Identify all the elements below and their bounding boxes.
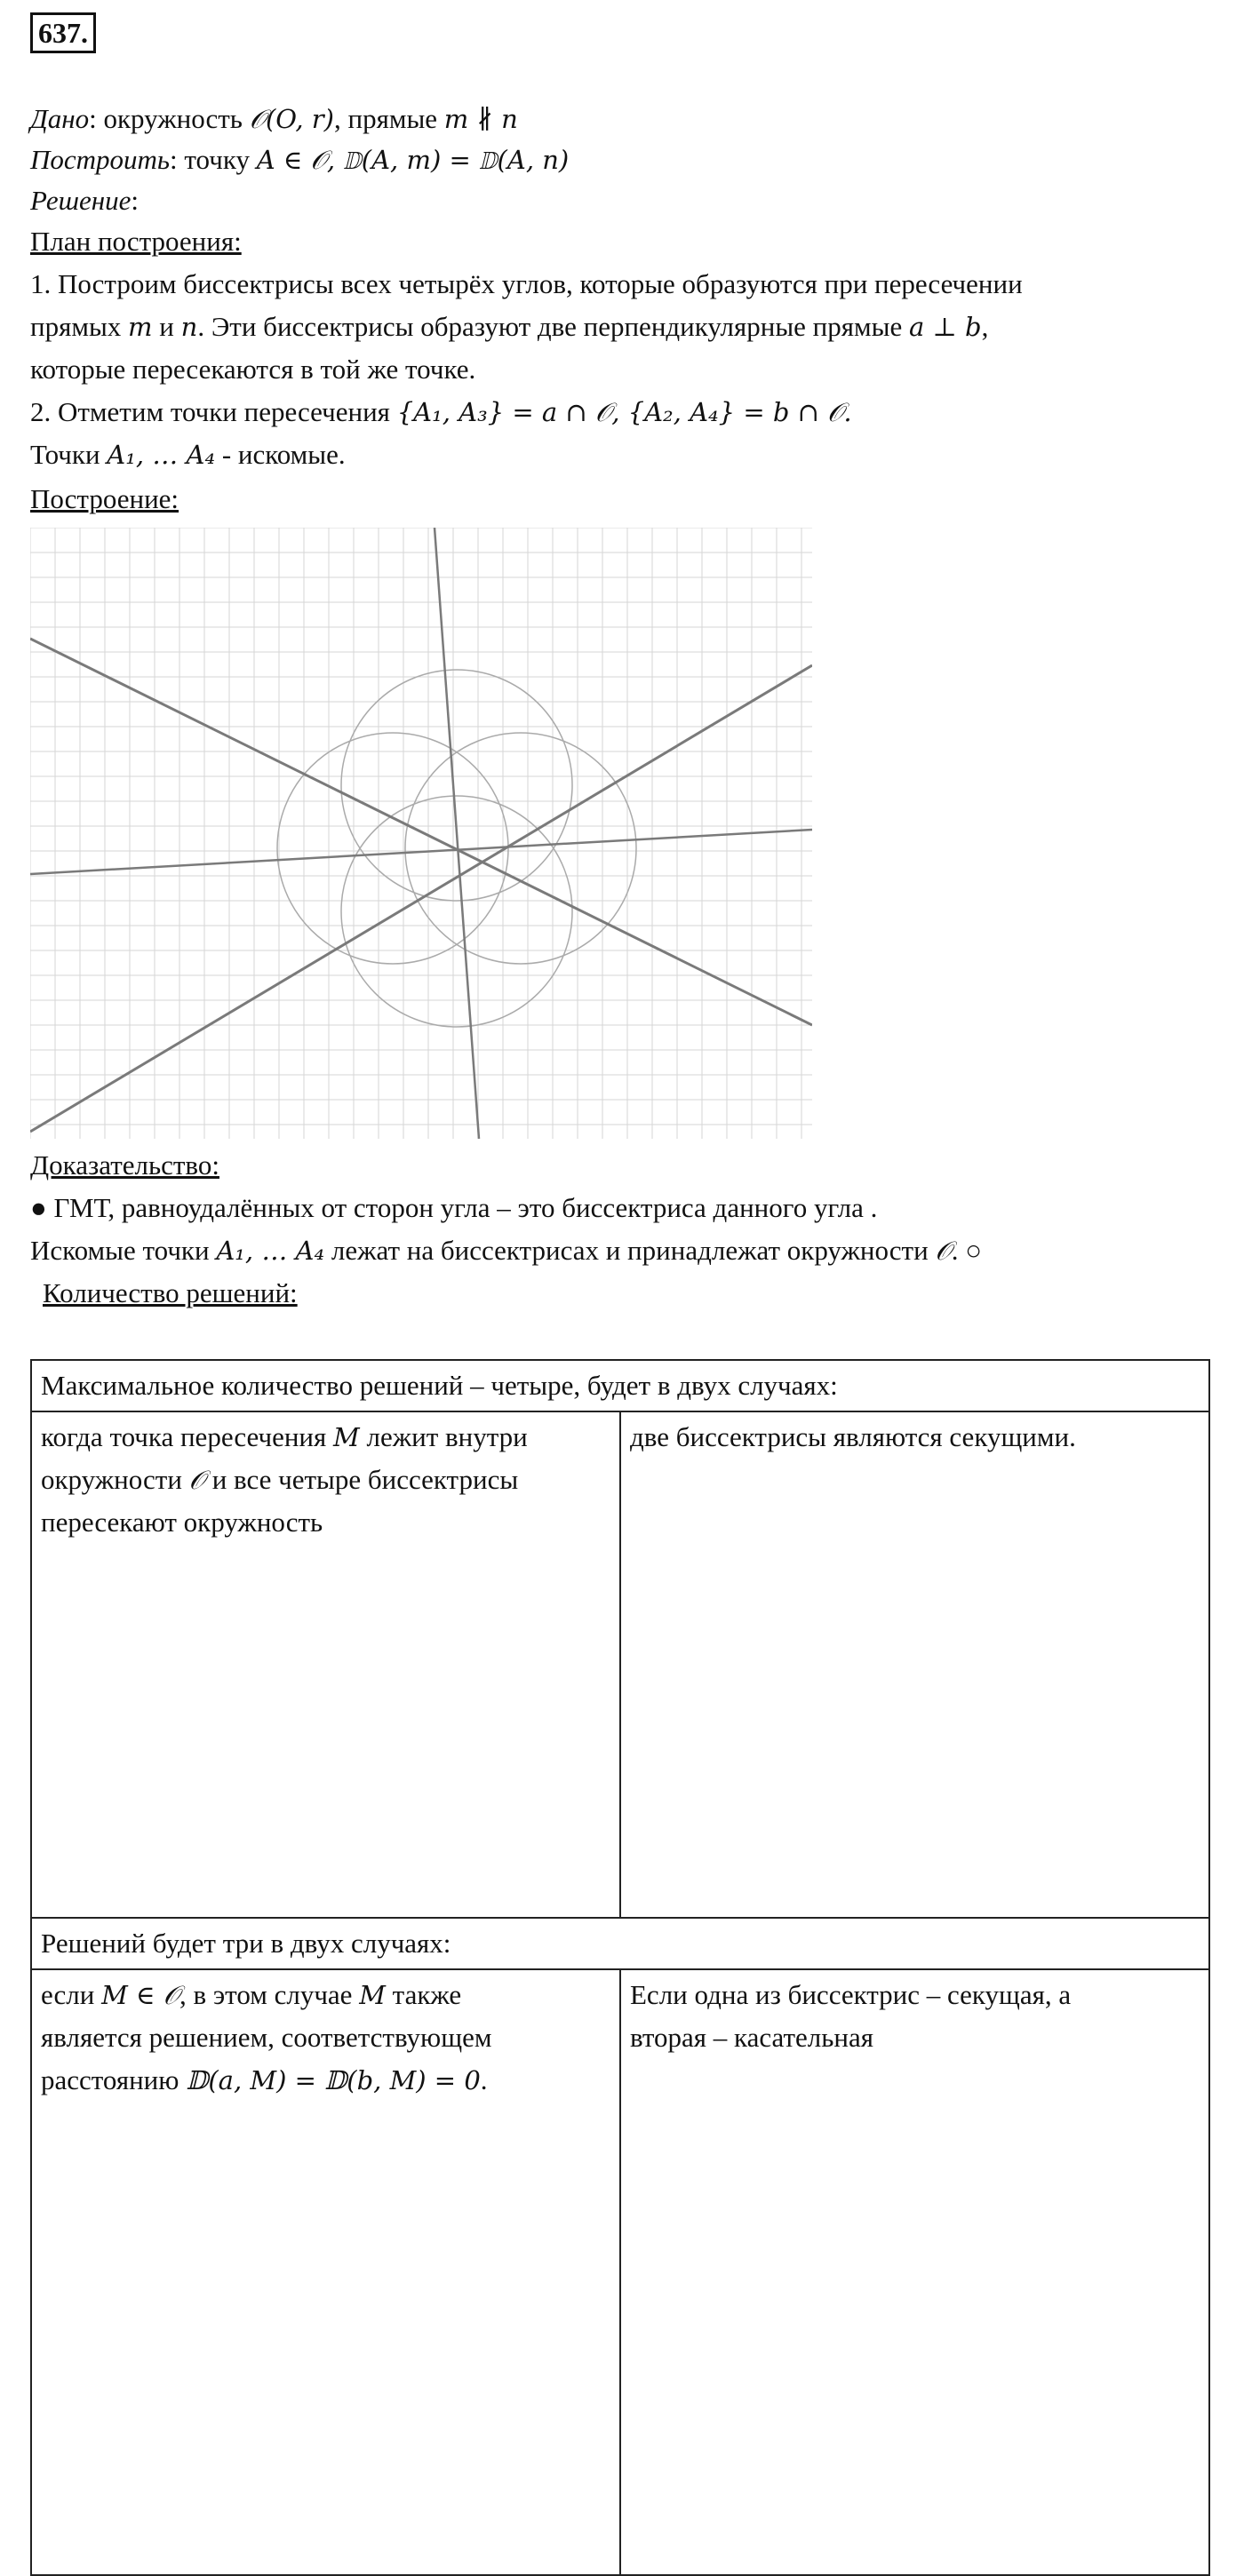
case3-l3-math: 𝔻(a, M) = 𝔻(b, M) = 0 (186, 2065, 481, 2095)
row1-header: Максимальное количество решений – четыре, будет в двух случаях: (31, 1360, 1209, 1411)
proof-line2-math2: 𝒪 (935, 1236, 952, 1266)
line-b (435, 528, 479, 1139)
given-math-1: 𝒪(O, r) (249, 104, 334, 134)
plan-heading: План построения: (30, 226, 242, 257)
step1-line3: которые пересекаются в той же точке. (30, 354, 476, 385)
step2-math: {A₁, A₃} = a ∩ 𝒪, {A₂, A₄} = b ∩ 𝒪. (396, 397, 852, 427)
step1-line2-d: , (981, 311, 989, 342)
case3-text-l1 (41, 1974, 610, 2016)
proof-line2-b: лежат на биссектрисах и принадлежат окружности (324, 1235, 936, 1266)
construct-text: : точку (170, 144, 257, 175)
table-row (31, 1969, 1209, 2575)
cases-table (30, 1359, 1210, 2576)
points-b: - искомые. (215, 439, 346, 470)
points-math: A₁, … A₄ (107, 440, 216, 470)
points-line (30, 435, 346, 474)
row2-header: Решений будет три в двух случаях: (31, 1918, 1209, 1969)
case2-text: две биссектрисы являются секущими. (630, 1421, 1076, 1452)
case3-l1-math: M ∈ 𝒪 (101, 1980, 179, 2010)
case3-l3-b: . (480, 2064, 488, 2095)
case3-cell (31, 1969, 620, 2575)
table-row (31, 1411, 1209, 1918)
step2-a: 2. Отметим точки пересечения (30, 396, 397, 427)
case2-cell (620, 1411, 1209, 1918)
case1-l2-a: окружности (41, 1464, 189, 1495)
case3-l1-math2: M (359, 1980, 386, 2010)
proof-line2-c: . ○ (951, 1235, 982, 1266)
solution-colon: : (131, 185, 139, 216)
given-text-1: : окружность (89, 103, 250, 134)
case1-l2-b: и все четыре биссектрисы (204, 1464, 519, 1495)
step1-line2-a: прямых (30, 311, 129, 342)
case1-text-l3: пересекают окружность (41, 1507, 323, 1538)
proof-line1: ● ГМТ, равноудалённых от сторон угла – это биссектриса данного угла . (30, 1192, 878, 1223)
case4-text-l2: вторая – касательная (630, 2022, 873, 2053)
case1-l2-math: 𝒪 (188, 1465, 205, 1495)
step1-line2 (30, 307, 988, 346)
table-row (31, 1918, 1209, 1969)
construction-heading: Построение: (30, 483, 179, 514)
case2-figure-svg (634, 1459, 1096, 1894)
step1-line2-math: a ⊥ b (909, 312, 982, 342)
proof-heading: Доказательство: (30, 1149, 219, 1181)
main-construction-svg (30, 528, 812, 1139)
step1-line1: 1. Построим биссектрисы всех четырёх углов, которые образуются при пересечении (30, 268, 1023, 299)
step1-line2-c: . Эти биссектрисы образуют две перпендикулярные прямые (197, 311, 909, 342)
given-line (30, 99, 518, 139)
step1-line2-n: n (180, 312, 198, 342)
case3-figure-svg (48, 2107, 510, 2524)
case1-text-l1 (41, 1416, 610, 1459)
auxiliary-circle (405, 733, 636, 964)
solution-label: Решение (30, 185, 132, 216)
case1-l1-a: когда точка пересечения (41, 1421, 334, 1452)
case3-l1-c: также (385, 1979, 462, 2010)
case3-text-l2: является решением, соответствующем (41, 2022, 492, 2053)
count-heading: Количество решений: (43, 1277, 298, 1308)
case1-text-l2 (41, 1459, 610, 1501)
table-row (31, 1360, 1209, 1411)
case4-text-l1: Если одна из биссектрис – секущая, а (630, 1979, 1072, 2010)
main-figure (30, 528, 812, 1139)
case3-l3-a: расстоянию (41, 2064, 187, 2095)
case3-text-l3 (41, 2059, 610, 2102)
proof-line2-a: Искомые точки (30, 1235, 217, 1266)
case1-l1-b: лежит внутри (359, 1421, 528, 1452)
given-text-2: , прямые (333, 103, 444, 134)
case1-l1-math: M (333, 1422, 360, 1452)
step1-line2-m: m (128, 312, 153, 342)
auxiliary-circle (341, 670, 572, 901)
case4-figure-svg (637, 2064, 1099, 2508)
step1-line2-b: и (152, 311, 181, 342)
step2-line (30, 393, 852, 432)
case4-cell (620, 1969, 1209, 2575)
case1-figure-svg (48, 1549, 510, 1913)
construct-math: A ∈ 𝒪, 𝔻(A, m) = 𝔻(A, n) (256, 145, 570, 175)
line-m (30, 639, 812, 1025)
given-label: Дано (30, 103, 90, 134)
proof-line2 (30, 1231, 982, 1270)
proof-line2-math: A₁, … A₄ (216, 1236, 325, 1266)
construct-label: Построить (30, 144, 171, 175)
case3-l1-b: , в этом случае (179, 1979, 360, 2010)
given-math-2: m ∦ n (443, 104, 518, 134)
points-a: Точки (30, 439, 108, 470)
case1-cell (31, 1411, 620, 1918)
case3-l1-a: если (41, 1979, 102, 2010)
construct-line (30, 140, 569, 179)
solution-line (30, 181, 139, 220)
line-a (30, 830, 812, 874)
problem-number: 637. (30, 12, 96, 53)
line-n (30, 665, 812, 1132)
